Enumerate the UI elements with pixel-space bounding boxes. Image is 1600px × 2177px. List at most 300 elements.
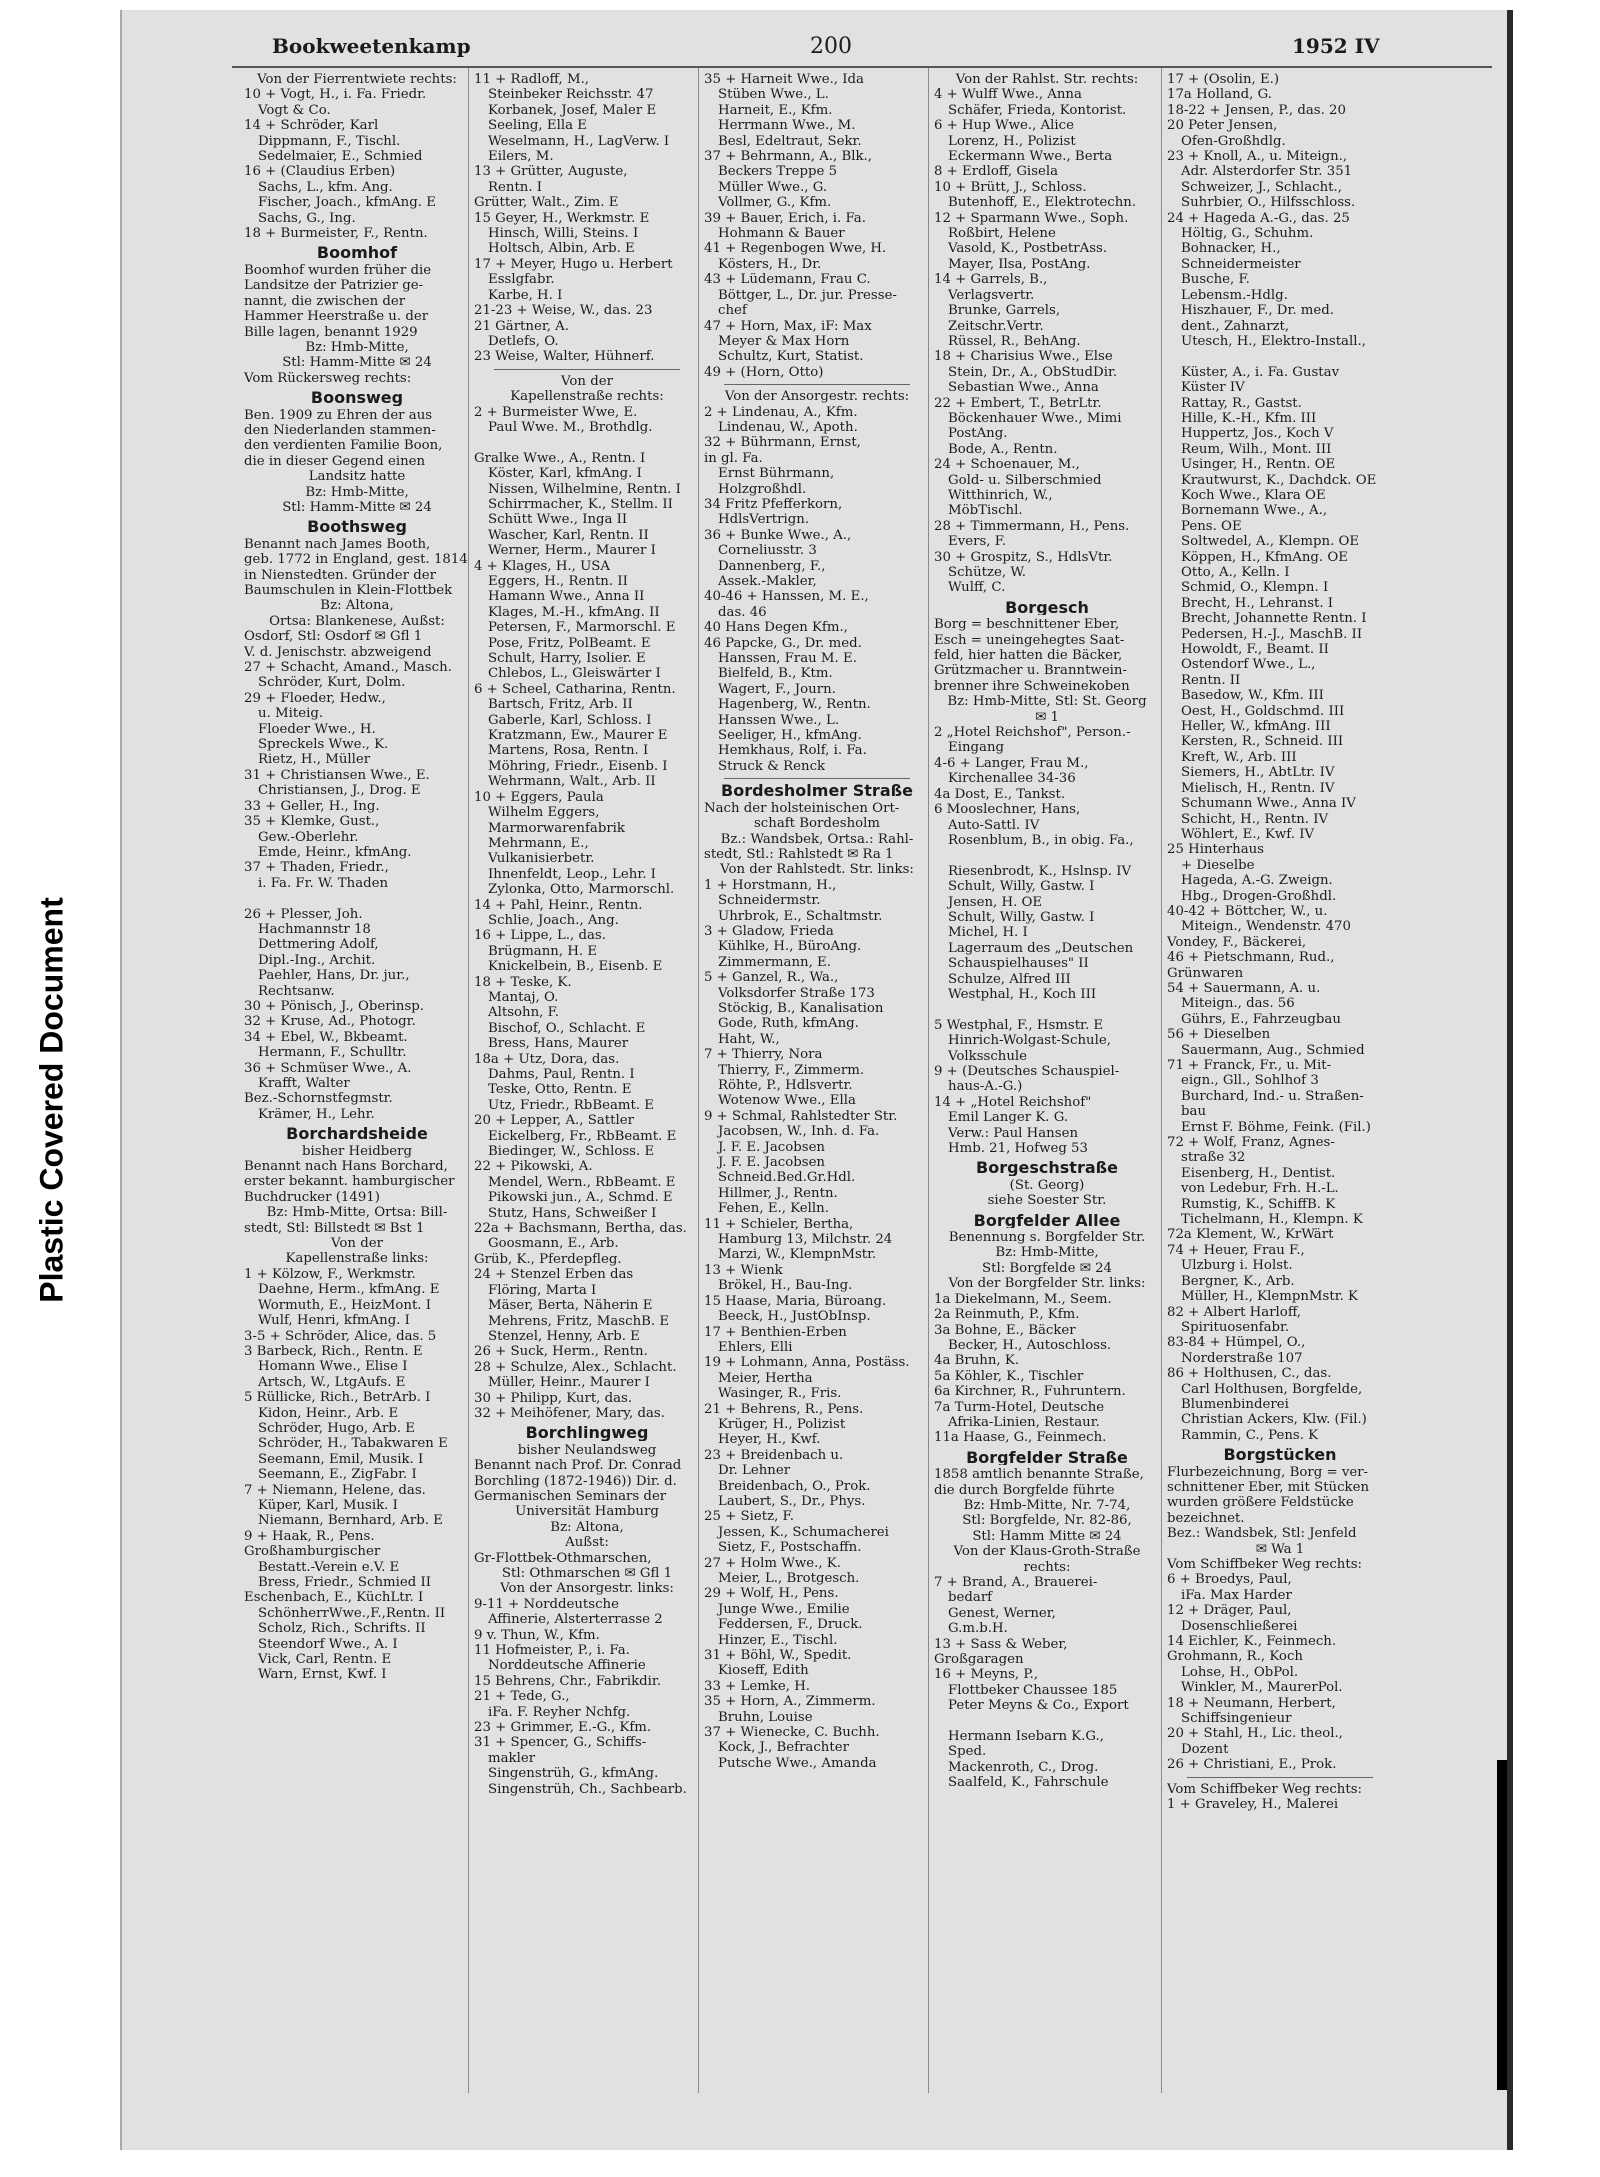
directory-entry: Baumschulen in Klein-Flottbek — [244, 583, 453, 598]
directory-entry: 1 + Kölzow, F., Werkmstr. — [244, 1266, 416, 1282]
directory-entry: Hamburg 13, Milchstr. 24 — [718, 1232, 893, 1248]
directory-entry: Schröder, Hugo, Arb. E — [258, 1420, 415, 1436]
directory-entry: 22 + Embert, T., BetrLtr. — [934, 395, 1102, 411]
directory-entry: 32 + Bührmann, Ernst, — [704, 435, 861, 451]
directory-entry: Biedinger, W., Schloss. E — [488, 1144, 655, 1160]
directory-entry: 18 + Burmeister, F., Rentn. — [244, 226, 428, 242]
directory-entry: 28 + Schulze, Alex., Schlacht. — [474, 1359, 677, 1375]
directory-entry: Hillmer, J., Rentn. — [718, 1185, 838, 1201]
directory-entry: 20 + Lepper, A., Sattler — [474, 1113, 634, 1129]
directory-entry: schnittener Eber, mit Stücken — [1167, 1479, 1370, 1495]
directory-entry: Schneidermstr. — [718, 893, 821, 909]
directory-entry: Dosenschließerei — [1181, 1618, 1298, 1634]
directory-entry: Peter Meyns & Co., Export — [948, 1698, 1129, 1714]
directory-entry: 49 + (Horn, Otto) — [704, 364, 824, 380]
directory-entry: Pens. OE — [1181, 518, 1242, 534]
directory-entry: 24 + Hageda A.-G., das. 25 — [1167, 210, 1350, 226]
directory-entry: Nissen, Wilhelmine, Rentn. I — [488, 481, 681, 497]
directory-entry: G.m.b.H. — [948, 1621, 1008, 1637]
directory-entry: Carl Holthusen, Borgfelde, — [1181, 1381, 1363, 1397]
directory-entry: Kreft, W., Arb. III — [1181, 749, 1297, 765]
directory-entry: Lindenau, W., Apoth. — [718, 419, 858, 435]
directory-entry: Rammin, C., Pens. K — [1181, 1427, 1319, 1443]
directory-entry: den verdienten Familie Boon, — [244, 438, 443, 454]
directory-entry: 22a + Bachsmann, Bertha, das. — [474, 1221, 687, 1237]
directory-entry: (St. Georg) — [1009, 1177, 1085, 1193]
directory-entry: MöbTischl. — [948, 503, 1023, 519]
directory-entry: Dannenberg, F., — [718, 558, 826, 574]
directory-entry: Blumenbinderei — [1181, 1396, 1289, 1412]
directory-entry: 3 + Gladow, Frieda — [704, 923, 834, 939]
directory-entry: Von der Fierrentwiete rechts: — [257, 72, 457, 87]
directory-entry: 4 + Klages, H., USA — [474, 558, 611, 574]
directory-entry — [934, 1714, 1160, 1729]
street-heading: Borgesch — [1005, 599, 1089, 616]
directory-entry: 37 + Wienecke, C. Buchh. — [704, 1725, 880, 1741]
directory-entry: Marmorwarenfabrik — [488, 820, 625, 836]
directory-entry: Volksschule — [948, 1048, 1028, 1064]
street-heading: Borgstücken — [1223, 1447, 1337, 1463]
street-heading: Boonsweg — [310, 390, 404, 406]
directory-entry: Saalfeld, K., Fahrschule — [948, 1775, 1109, 1791]
directory-entry: Brügmann, H. E — [488, 943, 598, 959]
directory-entry: Schröder, H., Tabakwaren E — [258, 1436, 448, 1452]
directory-page — [120, 10, 1513, 2150]
directory-entry: 6 + Hup Wwe., Alice — [934, 118, 1074, 134]
street-heading: Boomhof — [316, 245, 398, 261]
directory-entry: 46 + Pietschmann, Rud., — [1167, 950, 1335, 966]
directory-entry: Emde, Heinr., kfmAng. — [258, 844, 412, 860]
directory-entry: Hille, K.-H., Kfm. III — [1181, 410, 1317, 426]
directory-entry: Landsitze der Patrizier ge- — [244, 278, 424, 294]
side-label — [22, 840, 82, 1360]
directory-entry: Esslgfabr. — [488, 272, 555, 288]
directory-entry: Stl: Othmarschen ✉ Gfl 1 — [501, 1566, 673, 1581]
directory-entry: Huppertz, Jos., Koch V — [1181, 426, 1334, 442]
directory-entry: stedt, Stl: Billstedt ✉ Bst 1 — [244, 1220, 425, 1236]
directory-entry: 21-23 + Weise, W., das. 23 — [474, 303, 653, 319]
directory-entry: 7 + Thierry, Nora — [704, 1047, 823, 1063]
directory-entry: iFa. F. Reyher Nchfg. — [488, 1704, 631, 1720]
directory-entry: 23 Weise, Walter, Hühnerf. — [474, 349, 655, 365]
directory-entry: Schirrmacher, K., Stellm. II — [488, 496, 673, 512]
directory-entry: Kapellenstraße links: — [285, 1251, 429, 1267]
directory-entry: Stl: Hamm Mitte ✉ 24 — [972, 1528, 1122, 1544]
directory-entry: 9 + Haak, R., Pens. — [244, 1528, 375, 1544]
directory-entry: 10 + Brütt, J., Schloss. — [934, 179, 1087, 195]
directory-entry: Rentn. II — [1181, 672, 1241, 688]
directory-entry: Mehrmann, E., — [488, 835, 589, 851]
directory-entry: Ernst F. Böhme, Feink. (Fil.) — [1181, 1119, 1371, 1135]
directory-entry: 17 + (Osolin, E.) — [1167, 72, 1280, 87]
directory-entry: Universität Hamburg — [515, 1504, 659, 1520]
directory-entry: Bartsch, Fritz, Arb. II — [488, 697, 633, 713]
directory-entry: 11a Haase, G., Feinmech. — [934, 1430, 1107, 1446]
directory-entry: Pose, Fritz, PolBeamt. E — [488, 635, 651, 651]
directory-entry: Kratzmann, Ew., Maurer E — [488, 728, 668, 744]
directory-entry: Haht, W., — [718, 1031, 780, 1047]
directory-entry: Bz: Hmb-Mitte, — [995, 1245, 1099, 1261]
directory-entry: Kapellenstraße rechts: — [510, 389, 664, 405]
directory-entry — [934, 848, 1160, 863]
directory-entry: Dahms, Paul, Rentn. I — [488, 1067, 635, 1082]
directory-entry: Germanischen Seminars der — [474, 1488, 667, 1504]
directory-entry: Ihnenfeldt, Leop., Lehr. I — [488, 866, 656, 882]
directory-entry: Norddeutsche Affinerie — [488, 1658, 646, 1674]
directory-entry: Schäfer, Frieda, Kontorist. — [948, 102, 1127, 118]
directory-entry: Rechtsanw. — [258, 983, 335, 999]
directory-entry: 56 + Dieselben — [1167, 1027, 1271, 1043]
directory-entry: Stenzel, Henny, Arb. E — [488, 1328, 640, 1344]
directory-entry: Hanssen Wwe., L. — [718, 712, 840, 728]
directory-entry: Warn, Ernst, Kwf. I — [258, 1667, 387, 1683]
directory-entry: 15 Behrens, Chr., Fabrikdir. — [474, 1673, 662, 1689]
directory-entry: Köppen, H., KfmAng. OE — [1181, 549, 1348, 565]
directory-entry: Rattay, R., Gastst. — [1181, 395, 1302, 411]
directory-entry: 3-5 + Schröder, Alice, das. 5 — [244, 1328, 437, 1344]
directory-entry: Von der Ansorgestr. links: — [500, 1581, 674, 1597]
directory-entry: 6a Kirchner, R., Fuhruntern. — [934, 1384, 1126, 1400]
directory-entry: Laubert, S., Dr., Phys. — [718, 1493, 866, 1509]
directory-entry: Dippmann, F., Tischl. — [258, 133, 401, 149]
directory-entry: feld, hier hatten die Bäcker, — [934, 648, 1123, 664]
section-rule — [724, 384, 910, 385]
directory-entry: Höltig, G., Schuhm. — [1181, 226, 1314, 242]
directory-entry: 27 + Holm Wwe., K. — [704, 1555, 841, 1571]
directory-entry: 29 + Wolf, H., Pens. — [704, 1586, 839, 1602]
directory-entry: Korbanek, Josef, Maler E — [488, 102, 657, 118]
directory-entry: Schult, Harry, Isolier. E — [488, 651, 646, 667]
directory-entry: 4-6 + Langer, Frau M., — [934, 755, 1089, 771]
directory-entry: Dr. Lehner — [718, 1463, 791, 1479]
directory-entry — [244, 891, 470, 906]
directory-entry: Bz.: Wandsbek, Ortsa.: Rahl- — [720, 831, 914, 847]
directory-entry: siehe Soester Str. — [987, 1193, 1107, 1209]
directory-entry: Reum, Wilh., Mont. III — [1181, 441, 1332, 457]
directory-entry — [1167, 349, 1393, 364]
directory-entry: Schiffsingenieur — [1181, 1711, 1292, 1727]
directory-entry: Bz: Altona, — [320, 598, 394, 614]
directory-entry: Schumann Wwe., Anna IV — [1181, 796, 1356, 812]
directory-entry: Hiszhauer, F., Dr. med. — [1181, 303, 1335, 319]
directory-entry: 30 + Philipp, Kurt, das. — [474, 1390, 633, 1406]
directory-entry: + Dieselbe — [1181, 857, 1255, 873]
directory-entry: 30 + Grospitz, S., HdlsVtr. — [934, 549, 1113, 565]
directory-entry: Fischer, Joach., kfmAng. E — [258, 195, 436, 211]
directory-entry: 32 + Kruse, Ad., Photogr. — [244, 1014, 416, 1030]
directory-entry: Bz: Hmb-Mitte, Ortsa: Bill- — [266, 1205, 448, 1221]
directory-entry: Ernst Bührmann, — [718, 466, 835, 482]
directory-entry: Steinbeker Reichsstr. 47 — [488, 87, 654, 103]
directory-entry: 82 + Albert Harloff, — [1167, 1304, 1302, 1320]
directory-entry: geb. 1772 in England, gest. 1814 — [244, 552, 468, 568]
directory-entry: Großgaragen — [934, 1652, 1024, 1668]
directory-entry: 24 + Stenzel Erben das — [474, 1267, 634, 1283]
directory-entry: Schultz, Kurt, Statist. — [718, 349, 864, 365]
directory-entry: Esch = uneingehegtes Saat- — [934, 632, 1125, 648]
directory-entry: Feddersen, F., Druck. — [718, 1617, 863, 1633]
directory-entry: Böckenhauer Wwe., Mimi — [948, 410, 1122, 426]
directory-entry: 34 + Ebel, W., Bkbeamt. — [244, 1029, 408, 1045]
directory-entry: Putsche Wwe., Amanda — [718, 1755, 877, 1771]
directory-entry: Uhrbrok, E., Schaltmstr. — [718, 908, 883, 924]
directory-entry: HdlsVertrign. — [718, 512, 810, 528]
directory-entry: Vom Schiffbeker Weg rechts: — [1167, 1781, 1363, 1797]
directory-entry: Winkler, M., MaurerPol. — [1181, 1680, 1343, 1696]
directory-entry: Stl: Borgfelde ✉ 24 — [982, 1260, 1112, 1276]
directory-entry: Jessen, K., Schumacherei — [718, 1524, 889, 1540]
directory-entry: wurden größere Feldstücke — [1167, 1495, 1354, 1511]
binding-edge — [1497, 1760, 1507, 2090]
directory-entry: Krüger, H., Polizist — [718, 1416, 846, 1432]
directory-entry: Hohmann & Bauer — [718, 226, 845, 242]
page-header-left: Bookweetenkamp — [272, 34, 471, 58]
directory-entry: Müller, H., KlempnMstr. K — [1181, 1289, 1358, 1305]
directory-entry: Wehrmann, Walt., Arb. II — [488, 774, 656, 790]
directory-entry: straße 32 — [1181, 1150, 1246, 1166]
directory-entry: PostAng. — [948, 426, 1008, 442]
street-heading: Borgfelder Allee — [973, 1212, 1121, 1229]
directory-entry: Hbg., Drogen-Großhdl. — [1181, 888, 1337, 904]
directory-entry: Müller Wwe., G. — [718, 179, 828, 195]
directory-entry: Pikowski jun., A., Schmd. E — [488, 1190, 673, 1206]
directory-entry: Heller, W., kfmAng. III — [1181, 719, 1331, 735]
directory-entry: 14 + „Hotel Reichshof" — [934, 1094, 1092, 1110]
street-heading: Bordesholmer Straße — [721, 783, 913, 799]
directory-entry: Assek.-Makler, — [718, 574, 817, 589]
directory-entry: Küster, A., i. Fa. Gustav — [1181, 364, 1340, 380]
directory-entry: Norderstraße 107 — [1181, 1350, 1303, 1366]
directory-entry: Schauspielhauses" II — [948, 956, 1089, 972]
directory-entry: Spirituosenfabr. — [1181, 1319, 1290, 1335]
directory-entry: 31 + Böhl, W., Spedit. — [704, 1648, 852, 1664]
directory-entry: Rüssel, R., BehAng. — [948, 333, 1081, 349]
directory-entry: 12 + Sparmann Wwe., Soph. — [934, 210, 1129, 226]
directory-entry: 74 + Heuer, Frau F., — [1167, 1242, 1305, 1258]
directory-entry: Von der — [331, 1236, 383, 1252]
directory-entry: Meyer & Max Horn — [718, 333, 850, 349]
directory-entry: 23 + Knoll, A., u. Miteign., — [1167, 149, 1348, 165]
directory-entry: makler — [488, 1750, 536, 1766]
directory-entry: Von der Borgfelder Str. links: — [948, 1276, 1146, 1292]
directory-entry: Seemann, E., ZigFabr. I — [258, 1467, 417, 1483]
directory-entry: 18-22 + Jensen, P., das. 20 — [1167, 102, 1346, 118]
directory-entry: brenner ihre Schweinekoben — [934, 678, 1130, 694]
directory-entry: 9-11 + Norddeutsche — [474, 1596, 619, 1612]
directory-entry: Siemers, H., AbtLtr. IV — [1181, 765, 1335, 781]
directory-entry: Vom Rückersweg rechts: — [244, 370, 412, 386]
directory-entry: Hinsch, Willi, Steins. I — [488, 226, 639, 242]
directory-entry: Riesenbrodt, K., Hslnsp. IV — [948, 863, 1132, 879]
directory-entry: Harneit, E., Kfm. — [718, 102, 833, 118]
directory-entry: Gew.-Oberlehr. — [258, 829, 359, 845]
directory-entry: Zeitschr.Vertr. — [948, 318, 1044, 334]
directory-entry: Lebensm.-Hdlg. — [1181, 287, 1288, 303]
directory-entry: 2a Reinmuth, P., Kfm. — [934, 1307, 1080, 1323]
directory-entry — [934, 1002, 1160, 1017]
directory-entry: Schneid.Bed.Gr.Hdl. — [718, 1170, 856, 1186]
directory-entry: Benennung s. Borgfelder Str. — [948, 1230, 1146, 1246]
directory-entry: Paul Wwe. M., Brothdlg. — [488, 419, 653, 435]
directory-entry: Bruhn, Louise — [718, 1709, 813, 1725]
directory-entry: Holtsch, Albin, Arb. E — [488, 241, 635, 257]
directory-entry: 26 + Plesser, Joh. — [244, 906, 363, 922]
directory-entry: 43 + Lüdemann, Frau C. — [704, 272, 871, 288]
directory-entry: Wulff, C. — [948, 580, 1006, 596]
directory-entry: Hinzer, E., Tischl. — [718, 1632, 838, 1648]
directory-entry: Teske, Otto, Rentn. E — [488, 1082, 632, 1098]
directory-entry: 2 „Hotel Reichshof", Person.- — [934, 725, 1131, 741]
directory-entry: Altsohn, F. — [488, 1005, 559, 1021]
directory-entry: Hinrich-Wolgast-Schule, — [948, 1033, 1111, 1049]
directory-entry: 8 + Erdloff, Gisela — [934, 164, 1059, 180]
directory-entry: 21 Gärtner, A. — [474, 318, 570, 334]
directory-entry: Kioseff, Edith — [718, 1663, 809, 1679]
directory-entry: 9 + Schmal, Rahlstedter Str. — [704, 1108, 898, 1124]
directory-entry: Grohmann, R., Koch — [1167, 1649, 1303, 1665]
directory-entry: Sietz, F., Postschaffn. — [718, 1540, 862, 1556]
directory-entry: Bode, A., Rentn. — [948, 441, 1058, 457]
directory-entry: Jacobsen, W., Inh. d. Fa. — [718, 1124, 880, 1140]
directory-entry: Stl: Hamm-Mitte ✉ 24 — [282, 355, 432, 371]
directory-entry: Flöring, Marta I — [488, 1282, 597, 1298]
directory-entry: 1858 amtlich benannte Straße, — [934, 1467, 1144, 1483]
directory-entry: Bestatt.-Verein e.V. E — [258, 1559, 400, 1575]
directory-entry: Schulze, Alfred III — [948, 971, 1071, 987]
directory-entry: Brunke, Garrels, — [948, 303, 1061, 319]
directory-column-1 — [244, 72, 470, 1683]
directory-entry: 6 + Broedys, Paul, — [1167, 1572, 1292, 1588]
directory-entry: 2 + Lindenau, A., Kfm. — [704, 404, 858, 420]
directory-entry: 71 + Franck, Fr., u. Mit- — [1167, 1058, 1332, 1073]
directory-entry: 19 + Lohmann, Anna, Postäss. — [704, 1355, 910, 1371]
directory-entry: schaft Bordesholm — [753, 816, 881, 832]
directory-entry: 37 + Thaden, Friedr., — [244, 860, 389, 876]
directory-entry: Krämer, H., Lehr. — [258, 1106, 375, 1122]
directory-entry: Stöckig, B., Kanalisation — [718, 1000, 884, 1016]
directory-entry: Burchard, Ind.- u. Straßen- — [1181, 1088, 1364, 1104]
directory-entry: 17 + Benthien-Erben — [704, 1324, 847, 1340]
directory-entry: Ehlers, Elli — [718, 1339, 793, 1355]
directory-entry: 46 Papcke, G., Dr. med. — [704, 635, 862, 651]
directory-entry: 86 + Holthusen, C., das. — [1167, 1366, 1332, 1382]
directory-entry: 18 + Charisius Wwe., Else — [934, 349, 1113, 365]
directory-entry: Sedelmaier, E., Schmied — [258, 149, 423, 165]
directory-entry: Lagerraum des „Deutschen — [948, 940, 1134, 956]
directory-entry: Dozent — [1181, 1741, 1229, 1757]
directory-entry: Schneidermeister — [1181, 256, 1301, 272]
directory-entry: Kock, J., Befrachter — [718, 1740, 849, 1756]
directory-entry: Busche, F. — [1181, 272, 1250, 288]
directory-entry: Ulzburg i. Holst. — [1181, 1258, 1293, 1274]
directory-entry: Schmid, O., Klempn. I — [1181, 580, 1329, 596]
directory-entry: Vasold, K., PostbetrAss. — [948, 241, 1108, 257]
directory-entry: Auto-Sattl. IV — [948, 817, 1040, 833]
directory-entry: Buchdrucker (1491) — [244, 1189, 380, 1205]
directory-entry: Rietz, H., Müller — [258, 752, 371, 768]
directory-column-5 — [1167, 72, 1393, 1813]
directory-entry: J. F. E. Jacobsen — [718, 1139, 825, 1155]
directory-entry: Karbe, H. I — [488, 287, 563, 303]
directory-entry: 18 + Teske, K. — [474, 974, 572, 990]
directory-entry: Butenhoff, E., Elektrotechn. — [948, 195, 1137, 211]
directory-entry: Stutz, Hans, Schweißer I — [488, 1205, 657, 1221]
section-rule — [494, 369, 680, 370]
directory-entry: 72a Klement, W., KrWärt — [1167, 1227, 1334, 1243]
directory-entry: Afrika-Linien, Restaur. — [948, 1414, 1100, 1430]
directory-entry: Bez.: Wandsbek, Stl: Jenfeld — [1167, 1526, 1357, 1542]
directory-entry: Gode, Ruth, kfmAng. — [718, 1016, 859, 1032]
directory-entry: von Ledebur, Frh. H.-L. — [1181, 1181, 1339, 1197]
directory-entry: Brecht, Johannette Rentn. I — [1181, 611, 1367, 627]
directory-entry: Singenstrüh, Ch., Sachbearb. — [488, 1781, 687, 1797]
directory-entry: Eingang — [948, 740, 1005, 756]
directory-entry: Hemkhaus, Rolf, i. Fa. — [718, 743, 867, 759]
directory-entry: Thierry, F., Zimmerm. — [718, 1062, 865, 1078]
directory-entry: Grünwaren — [1167, 965, 1244, 981]
directory-entry: Affinerie, Alsterterrasse 2 — [488, 1612, 663, 1628]
directory-entry: 22 + Pikowski, A. — [474, 1159, 593, 1175]
directory-entry: 10 + Vogt, H., i. Fa. Friedr. — [244, 87, 427, 103]
directory-entry: Vulkanisierbetr. — [488, 851, 595, 867]
directory-entry: Ben. 1909 zu Ehren der aus — [244, 407, 433, 423]
directory-entry: 16 + Lippe, L., das. — [474, 928, 606, 944]
directory-entry: Hamann Wwe., Anna II — [488, 589, 645, 605]
directory-entry: Zylonka, Otto, Marmorschl. — [488, 882, 675, 898]
directory-entry: 40 Hans Degen Kfm., — [704, 620, 848, 636]
directory-entry: Mielisch, H., Rentn. IV — [1181, 780, 1335, 796]
directory-entry: 15 Haase, Maria, Büroang. — [704, 1293, 887, 1309]
directory-entry: Benannt nach James Booth, — [244, 536, 431, 552]
column-divider — [1161, 68, 1162, 2093]
directory-entry: Floeder Wwe., H. — [258, 721, 376, 737]
directory-entry: Sachs, G., Ing. — [258, 210, 356, 226]
directory-entry: Sachs, L., kfm. Ang. — [258, 179, 393, 195]
directory-entry: Meier, L., Brotgesch. — [718, 1571, 860, 1586]
directory-entry: 20 + Stahl, H., Lic. theol., — [1167, 1726, 1343, 1742]
directory-entry: Borchling (1872-1946)) Dir. d. — [474, 1473, 677, 1489]
street-heading: Borchardsheide — [286, 1126, 428, 1142]
directory-entry: Holzgroßhdl. — [718, 481, 807, 497]
directory-entry: Stl: Borgfelde, Nr. 82-86, — [962, 1513, 1132, 1529]
directory-entry: 17 + Meyer, Hugo u. Herbert — [474, 256, 673, 272]
directory-entry: eign., Gll., Sohlhof 3 — [1181, 1073, 1319, 1089]
directory-entry: 14 + Pahl, Heinr., Rentn. — [474, 897, 643, 913]
directory-entry: Mehrens, Fritz, MaschB. E — [488, 1313, 670, 1329]
directory-entry: Jensen, H. OE — [948, 894, 1043, 910]
directory-entry: Wöhlert, E., Kwf. IV — [1181, 826, 1315, 842]
directory-entry: Schult, Willy, Gastw. I — [948, 909, 1095, 925]
directory-entry: 23 + Breidenbach u. — [704, 1447, 844, 1463]
directory-entry: Landsitz hatte — [308, 469, 406, 485]
directory-entry: Großhamburgischer — [244, 1544, 381, 1560]
directory-entry: 37 + Behrmann, A., Blk., — [704, 149, 873, 165]
directory-entry: Außst: — [565, 1535, 609, 1551]
directory-entry: Bress, Friedr., Schmied II — [258, 1575, 431, 1590]
directory-entry: Schult, Willy, Gastw. I — [948, 879, 1095, 895]
directory-entry: Westphal, H., Koch III — [948, 986, 1097, 1002]
directory-entry: Koch Wwe., Klara OE — [1181, 487, 1326, 503]
directory-entry: Vondey, F., Bäckerei, — [1167, 934, 1307, 950]
directory-entry — [474, 435, 700, 450]
directory-entry: Ofen-Großhdlg. — [1181, 133, 1286, 149]
directory-entry: Küper, Karl, Musik. I — [258, 1497, 398, 1513]
directory-entry: nannt, die zwischen der — [244, 293, 406, 309]
directory-entry: 31 + Christiansen Wwe., E. — [244, 767, 430, 783]
directory-entry: 3a Bohne, E., Bäcker — [934, 1322, 1076, 1338]
directory-entry: Krautwurst, K., Dachdck. OE — [1181, 472, 1377, 488]
directory-entry: Böttger, L., Dr. jur. Presse- — [718, 287, 897, 303]
